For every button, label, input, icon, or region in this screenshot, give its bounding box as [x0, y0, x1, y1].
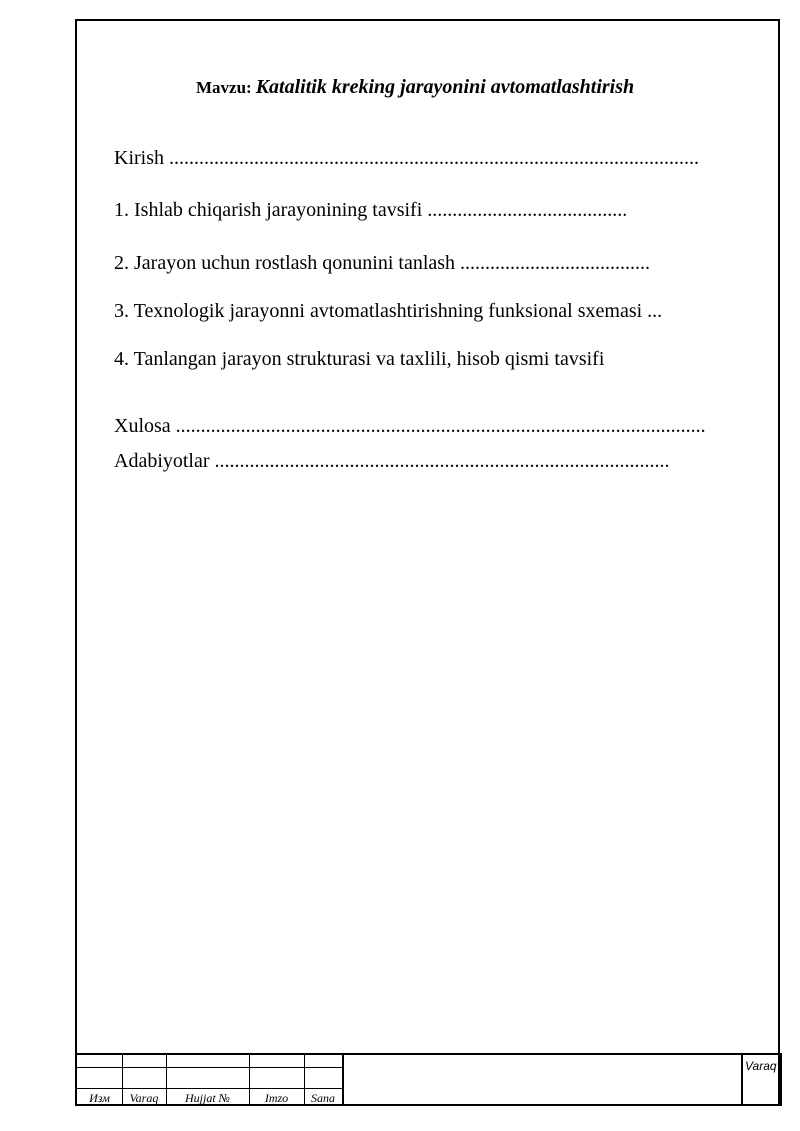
stamp-col-signature: Imzo: [264, 1091, 289, 1105]
stamp-col-document-number: Hujjat №: [185, 1091, 230, 1105]
stamp-col-varaq: Varaq: [129, 1091, 159, 1105]
stamp-sheet-label: Varaq: [745, 1059, 777, 1073]
toc-item-references: Adabiyotlar ...........................................................................................: [114, 450, 670, 472]
stamp-row-divider: [77, 1088, 342, 1089]
page-frame: [75, 19, 780, 1106]
title-text: Katalitik kreking jarayonini avtomatlashtirish: [255, 76, 635, 98]
toc-item-1: 1. Ishlab chiqarish jarayonining tavsifi ........................................: [114, 199, 628, 221]
title-block-stamp: [75, 1053, 782, 1106]
stamp-revision-grid: [77, 1055, 344, 1104]
stamp-col-date: Sana: [311, 1091, 335, 1105]
title-prefix: Mavzu:: [196, 78, 252, 97]
toc-item-conclusion: Xulosa ..........................................................................................................: [114, 415, 706, 437]
toc-item-4: 4. Tanlangan jarayon strukturasi va taxlili, hisob qismi tavsifi: [114, 348, 605, 370]
toc-item-introduction: Kirish ..........................................................................................................: [114, 147, 699, 169]
stamp-col-izm: Изм: [89, 1091, 110, 1105]
toc-item-3: 3. Texnologik jarayonni avtomatlashtirishning funksional sxemasi ...: [114, 300, 663, 322]
stamp-sheet-box: [741, 1055, 780, 1104]
stamp-row-divider: [77, 1067, 342, 1068]
toc-item-2: 2. Jarayon uchun rostlash qonunini tanlash ......................................: [114, 252, 651, 274]
document-title: [196, 76, 634, 99]
